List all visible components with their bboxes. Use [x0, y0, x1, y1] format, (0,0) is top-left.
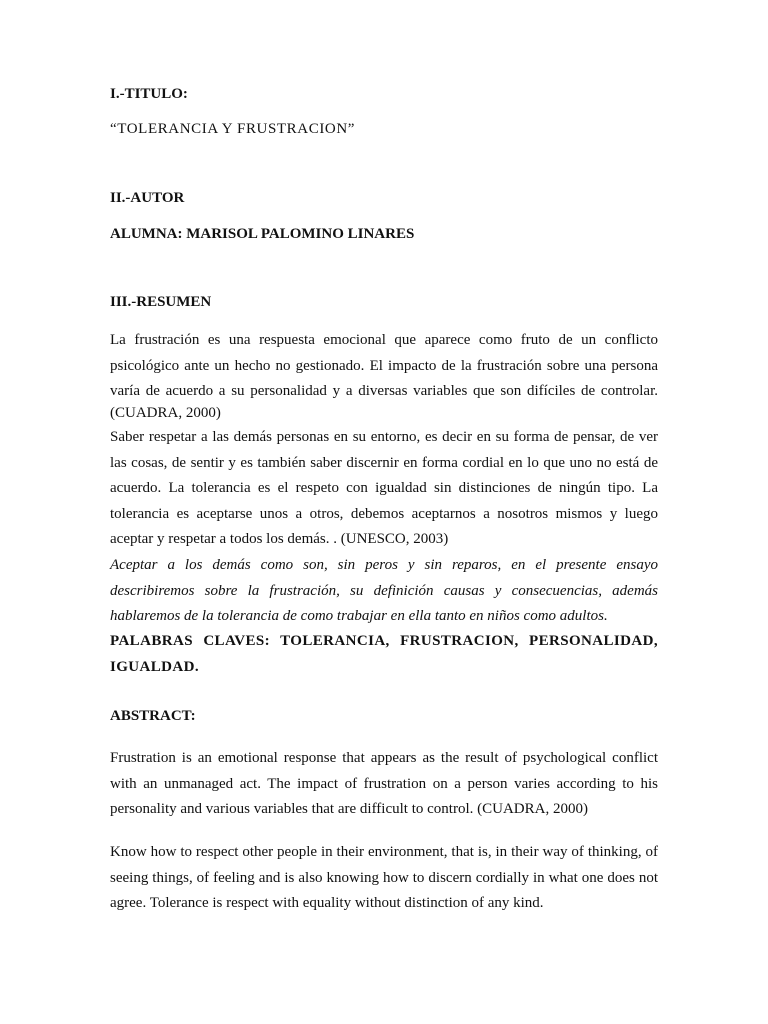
abstract-paragraph-1: Frustration is an emotional response that appears as the result of psychological conflict with an unmanaged act. The impact of frustration on a person varies according to his personality and various variables that are difficult to control. (CUADRA, 2000) — [110, 750, 658, 817]
document-title: “TOLERANCIA Y FRUSTRACION” — [110, 121, 356, 137]
section-heading-autor: II.-AUTOR — [110, 190, 185, 206]
section-heading-resumen: III.-RESUMEN — [110, 294, 212, 310]
resumen-paragraph-3: Aceptar a los demás como son, sin peros y sin reparos, en el presente ensayo describiremos sobre la frustración, su definición causas y consecuencias, además hablaremos de la tolerancia de como trabajar en ella tanto en niños como adultos. — [110, 557, 658, 624]
abstract-paragraph-2: Know how to respect other people in their environment, that is, in their way of thinking, of seeing things, of feeling and is also knowing how to discern cordially in what one does not agree. Tolerance is respect with equality without distinction of any kind. — [110, 844, 658, 911]
resumen-paragraph-2: Saber respetar a las demás personas en su entorno, es decir en su forma de pensar, de ver las cosas, de sentir y es también saber discernir en forma cordial en lo que uno no está de acuerdo. La tolerancia es el respeto con igualdad sin distinciones de ningún tipo. La tolerancia es aceptarse unos a otros, debemos aceptarnos a nosotros mismos y luego aceptar y respetar a todos los demás. . (UNESCO, 2003) — [110, 429, 658, 547]
keywords: PALABRAS CLAVES: TOLERANCIA, FRUSTRACION, PERSONALIDAD, IGUALDAD. — [110, 633, 658, 675]
section-heading-titulo: I.-TITULO: — [110, 86, 188, 102]
resumen-citation-1: (CUADRA, 2000) — [110, 405, 221, 421]
author-name: ALUMNA: MARISOL PALOMINO LINARES — [110, 226, 415, 242]
resumen-paragraph-1: La frustración es una respuesta emocional que aparece como fruto de un conflicto psicológico ante un hecho no gestionado. El impacto de la frustración sobre una persona varía de acuerdo a su personalidad y a diversas variables que son difíciles de controlar. — [110, 332, 658, 399]
section-heading-abstract: ABSTRACT: — [110, 708, 196, 724]
